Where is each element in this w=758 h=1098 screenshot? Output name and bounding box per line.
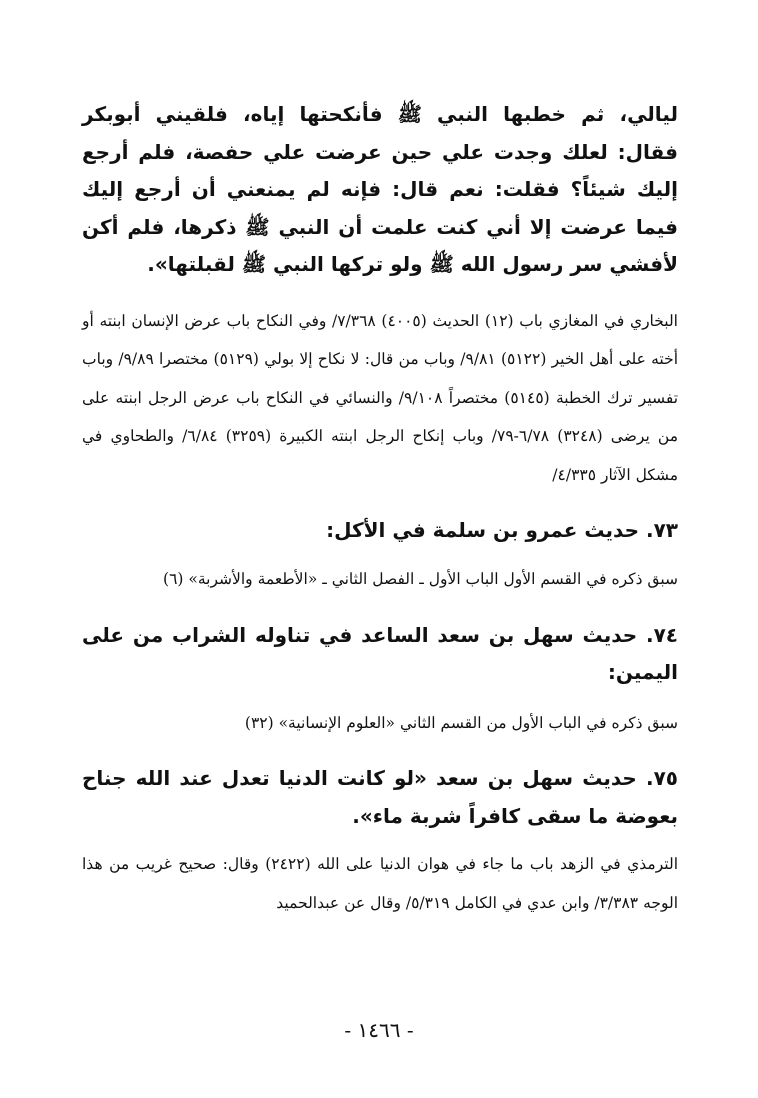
cross-reference-74: سبق ذكره في الباب الأول من القسم الثاني «العلوم الإنسانية» (٣٢) — [244, 713, 678, 732]
takhrij-paragraph: البخاري في المغازي باب (١٢) الحديث (٤٠٠٥) ٧/٣٦٨/ وفي النكاح باب عرض الإنسان ابنته أو أخته على أهل الخير (٥١٢٢) ٩/٨١/ وباب من قال: لا نكاح إلا بولي (٥١٢٩) مختصرا ٩/٨٩/ وباب تفسير ترك الخطبة (٥١٤٥) مختصراً ٩/١٠٨/ والنسائي في النكاح باب عرض الرجل ابنته على من يرضى (٣٢٤٨) ٦/٧٨-٧٩/ وباب إنكاح الرجل ابنته الكبيرة (٣٢٥٩) ٦/٨٤/ والطحاوي في مشكل الآثار ٤/٣٣٥/ — [82, 311, 679, 484]
page-body — [82, 96, 678, 922]
cross-reference-73: سبق ذكره في القسم الأول الباب الأول ـ الفصل الثاني ـ «الأطعمة والأشربة» (٦) — [163, 569, 678, 588]
section-heading-73: ٧٣. حديث عمرو بن سلمة في الأكل: — [326, 518, 678, 543]
section-heading-75: ٧٥. حديث سهل بن سعد «لو كانت الدنيا تعدل عند الله جناح بعوضة ما سقى كافراً شربة ماء». — [82, 766, 678, 828]
hadith-text: ليالي، ثم خطبها النبي ﷺ فأنكحتها إياه، فلقيني أبوبكر فقال: لعلك وجدت علي حين عرضت علي حفصة، فلم أرجع إليك شيئاً؟ فقلت: نعم قال: فإنه لم يمنعني أن أرجع إليك فيما عرضت إلا أني كنت علمت أن النبي ﷺ ذكرها، فلم أكن لأفشي سر رسول الله ﷺ ولو تركها النبي ﷺ لقبلتها». — [82, 102, 678, 276]
takhrij-paragraph-75: الترمذي في الزهد باب ما جاء في هوان الدنيا على الله (٢٤٢٢) وقال: صحيح غريب من هذا الوجه ٣/٣٨٣/ وابن عدي في الكامل ٥/٣١٩/ وقال عن عبدالحميد — [82, 855, 678, 912]
section-heading-74: ٧٤. حديث سهل بن سعد الساعد في تناوله الشراب من على اليمين: — [82, 622, 678, 685]
page-number: - ١٤٦٦ - — [344, 1018, 414, 1042]
